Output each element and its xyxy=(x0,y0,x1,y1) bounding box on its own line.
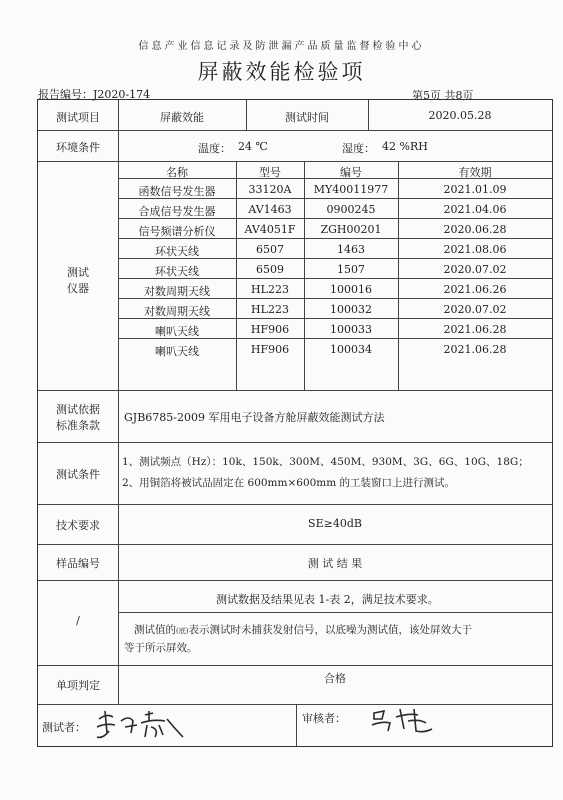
column-header-validity: 有效期 xyxy=(458,166,492,179)
results-line-1: 测试数据及结果见表 1-表 2，满足技术要求。 xyxy=(216,593,439,606)
instrument-serial: MY40011977 xyxy=(313,183,389,196)
column-header-model: 型号 xyxy=(259,166,281,179)
column-header-serial: 编号 xyxy=(340,166,362,179)
instrument-name: 合成信号发生器 xyxy=(138,205,216,218)
instrument-validity: 2021.08.06 xyxy=(443,243,507,256)
column-header-name: 名称 xyxy=(166,166,188,179)
reviewer-label: 审核者： xyxy=(302,712,346,725)
instrument-serial: 1507 xyxy=(337,263,365,276)
verdict-label: 单项判定 xyxy=(56,679,100,692)
humidity-label: 湿度： xyxy=(342,142,375,155)
instrument-validity: 2021.06.28 xyxy=(443,343,507,356)
instrument-name: 喇叭天线 xyxy=(155,345,199,358)
results-heading: 测 试 结 果 xyxy=(307,557,363,570)
instrument-name: 对数周期天线 xyxy=(144,285,210,298)
instrument-model: HL223 xyxy=(251,303,289,316)
test-time-label: 测试时间 xyxy=(285,111,329,124)
instrument-serial: 100034 xyxy=(330,343,372,356)
tester-signature xyxy=(93,707,188,741)
test-item-label: 测试项目 xyxy=(56,111,100,124)
instrument-model: HF906 xyxy=(250,323,290,336)
instrument-model: AV1463 xyxy=(248,203,292,216)
instrument-serial: 100033 xyxy=(330,323,372,336)
instrument-serial: 0900245 xyxy=(326,203,376,216)
instrument-validity: 2021.01.09 xyxy=(443,183,507,196)
sample-label: 样品编号 xyxy=(56,557,100,570)
instruments-label-2: 仪器 xyxy=(67,282,89,295)
instrument-name: 对数周期天线 xyxy=(144,305,210,318)
instrument-model: 33120A xyxy=(248,183,292,196)
instrument-serial: 100032 xyxy=(330,303,372,316)
standard-label-2: 标准条款 xyxy=(56,419,100,432)
instrument-model: 6509 xyxy=(256,263,284,276)
standard-label-1: 测试依据 xyxy=(56,403,100,416)
standard-value: GJB6785-2009 军用电子设备方舱屏蔽效能测试方法 xyxy=(124,411,385,424)
humidity-value: 42 %RH xyxy=(382,140,428,153)
reviewer-signature xyxy=(370,703,440,735)
instrument-model: AV4051F xyxy=(244,223,296,236)
report-number: 报告编号：J2020-174 xyxy=(38,88,151,101)
instrument-validity: 2020.07.02 xyxy=(443,263,507,276)
instrument-name: 信号频谱分析仪 xyxy=(138,225,216,238)
tester-label: 测试者： xyxy=(42,721,86,734)
page-info: 第5页 共8页 xyxy=(412,89,474,102)
results-line-2 xyxy=(134,622,472,637)
test-time-value: 2020.05.28 xyxy=(428,109,492,122)
instruments-label-1: 测试 xyxy=(67,266,89,279)
results-line-2a: 测试值的 xyxy=(134,624,176,636)
page-title: 屏蔽效能检验项 xyxy=(197,60,366,84)
instrument-validity: 2021.06.28 xyxy=(443,323,507,336)
instrument-serial: ZGH00201 xyxy=(320,223,382,236)
instrument-name: 环状天线 xyxy=(155,265,199,278)
instrument-serial: 100016 xyxy=(330,283,372,296)
results-line-2b: 表示测试时未捕获发射信号，以底噪为测试值，该处屏效大于 xyxy=(188,624,472,636)
temperature-value: 24 ℃ xyxy=(238,140,268,153)
instrument-name: 喇叭天线 xyxy=(155,325,199,338)
inspection-table xyxy=(37,99,553,747)
instrument-validity: 2020.07.02 xyxy=(443,303,507,316)
conditions-line-1: 1、测试频点（Hz）：10k、150k、300M、450M、930M、3G、6G、10G、18G； xyxy=(122,456,529,468)
instrument-validity: 2020.06.28 xyxy=(443,223,507,236)
requirement-value: SE≥40dB xyxy=(308,517,362,530)
results-line-2-mark: (底) xyxy=(176,627,189,635)
instrument-model: 6507 xyxy=(256,243,284,256)
environment-label: 环境条件 xyxy=(56,141,100,154)
organization-name: 信息产业信息记录及防泄漏产品质量监督检验中心 xyxy=(138,41,425,52)
conditions-label: 测试条件 xyxy=(56,468,100,481)
instrument-validity: 2021.06.26 xyxy=(443,283,507,296)
verdict-value: 合格 xyxy=(324,672,346,685)
instrument-model: HL223 xyxy=(251,283,289,296)
instrument-name: 函数信号发生器 xyxy=(138,185,216,198)
instrument-serial: 1463 xyxy=(337,243,365,256)
temperature-label: 温度： xyxy=(198,142,231,155)
results-slash: / xyxy=(76,614,80,627)
instrument-validity: 2021.04.06 xyxy=(443,203,507,216)
conditions-line-2: 2、用铜箔将被试品固定在 600mm×600mm 的工装窗口上进行测试。 xyxy=(122,477,456,489)
instrument-model: HF906 xyxy=(250,343,290,356)
results-line-3: 等于所示屏效。 xyxy=(124,642,198,654)
instrument-name: 环状天线 xyxy=(155,245,199,258)
requirement-label: 技术要求 xyxy=(56,519,100,532)
test-item-value: 屏蔽效能 xyxy=(160,111,204,124)
